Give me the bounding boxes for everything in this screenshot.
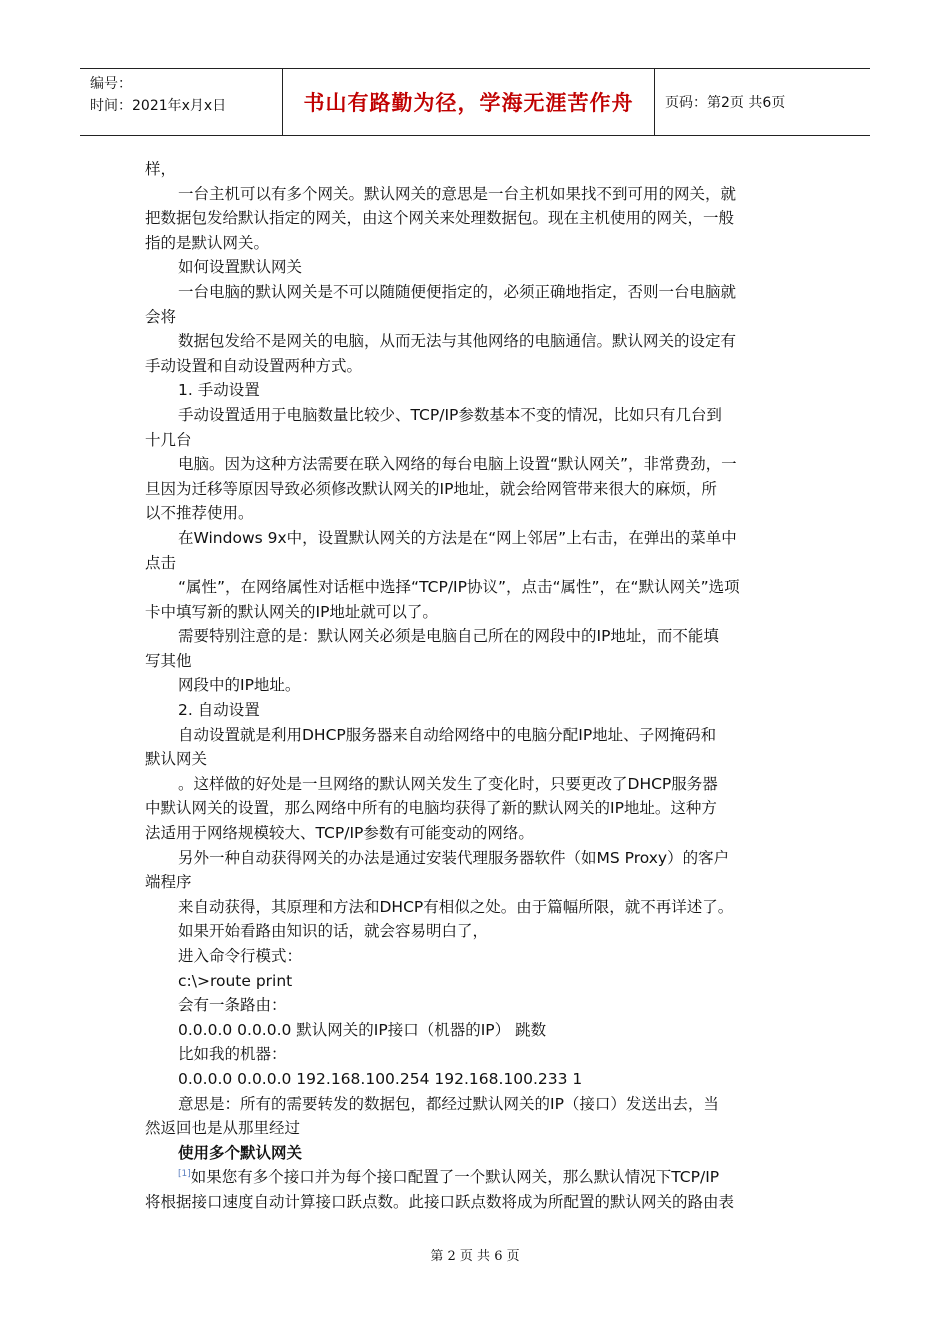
- header-page-info: [655, 69, 870, 135]
- text-line: 如果开始看路由知识的话，就会容易明白了，: [178, 922, 489, 941]
- text-line: 将根据接口速度自动计算接口跃点数。此接口跃点数将成为所配置的默认网关的路由表: [145, 1192, 735, 1211]
- text-line: 写其他: [145, 651, 192, 670]
- text-line: 十几台: [145, 430, 192, 449]
- section-heading: 如何设置默认网关: [178, 258, 303, 277]
- text-line: 比如我的机器：: [178, 1045, 287, 1064]
- text-line: [145, 1165, 810, 1190]
- text-line: 一台电脑的默认网关是不可以随随便便指定的，必须正确地指定，否则一台电脑就: [178, 282, 737, 301]
- document-id-label: 编号：: [90, 76, 132, 92]
- text-line: 法适用于网络规模较大、TCP/IP参数有可能变动的网络。: [145, 824, 534, 843]
- text-line: 意思是：所有的需要转发的数据包，都经过默认网关的IP（接口）发送出去，当: [178, 1094, 719, 1113]
- header-meta: [80, 69, 283, 135]
- command-line: c:\>route print: [178, 971, 293, 990]
- text-line: “属性”，在网络属性对话框中选择“TCP/IP协议”，点击“属性”，在“默认网关”选项: [178, 578, 740, 597]
- text-line: 卡中填写新的默认网关的IP地址就可以了。: [145, 602, 438, 621]
- text-line: 进入命令行模式：: [178, 947, 303, 965]
- text-line: 另外一种自动获得网关的办法是通过安装代理服务器软件（如MS Proxy）的客户: [178, 848, 730, 867]
- text-line: 。这样做的好处是一旦网络的默认网关发生了变化时，只要更改了DHCP服务器: [178, 774, 718, 793]
- text-line: 来自动获得，其原理和方法和DHCP有相似之处。由于篇幅所限，就不再详述了。: [178, 897, 734, 916]
- section-heading: 使用多个默认网关: [178, 1143, 303, 1162]
- text-line: 自动设置就是利用DHCP服务器来自动给网络中的电脑分配IP地址、子网掩码和: [178, 725, 717, 744]
- document-date: 时间：2021年x月x日: [90, 98, 227, 114]
- text-line: 需要特别注意的是：默认网关必须是电脑自己所在的网段中的IP地址，而不能填: [178, 627, 719, 646]
- text-line: 电脑。因为这种方法需要在联入网络的每台电脑上设置“默认网关”，非常费劲，一: [178, 455, 737, 474]
- header-motto: 书山有路勤为径，学海无涯苦作舟: [303, 91, 634, 115]
- section-heading: 2. 自动设置: [178, 701, 260, 720]
- text-line: 指的是默认网关。: [145, 233, 270, 252]
- text-line: 会将: [145, 307, 177, 326]
- page-header: [80, 68, 870, 136]
- text-line: 数据包发给不是网关的电脑，从而无法与其他网络的电脑通信。默认网关的设定有: [178, 332, 737, 351]
- text-line: 一台主机可以有多个网关。默认网关的意思是一台主机如果找不到可用的网关，就: [178, 184, 737, 203]
- reference-marker[interactable]: [1]: [178, 1169, 191, 1180]
- text-line: 点击: [145, 553, 177, 572]
- text-line: 默认网关: [145, 750, 208, 769]
- text-line: 端程序: [145, 873, 192, 892]
- text-line: 样，: [145, 160, 177, 178]
- text-line: 在Windows 9x中，设置默认网关的方法是在“网上邻居”上右击，在弹出的菜单中: [178, 528, 737, 547]
- text-line: 会有一条路由：: [178, 996, 287, 1015]
- text-line: 以不推荐使用。: [145, 504, 254, 523]
- document-body: [145, 157, 810, 1215]
- text-span: 如果您有多个接口并为每个接口配置了一个默认网关，那么默认情况下TCP/IP: [190, 1168, 720, 1187]
- text-line: 中默认网关的设置，那么网络中所有的电脑均获得了新的默认网关的IP地址。这种方: [145, 799, 717, 818]
- text-line: 手动设置适用于电脑数量比较少、TCP/IP参数基本不变的情况，比如只有几台到: [178, 405, 722, 424]
- text-line: 把数据包发给默认指定的网关，由这个网关来处理数据包。现在主机使用的网关，一般: [145, 209, 735, 228]
- text-line: 手动设置和自动设置两种方式。: [145, 356, 363, 375]
- header-motto-cell: [283, 69, 655, 135]
- route-example-line: 0.0.0.0 0.0.0.0 192.168.100.254 192.168.100.233 1: [178, 1069, 583, 1088]
- text-line: 旦因为迁移等原因导致必须修改默认网关的IP地址，就会给网管带来很大的麻烦，所: [145, 479, 717, 498]
- text-line: 网段中的IP地址。: [178, 676, 301, 695]
- route-format-line: 0.0.0.0 0.0.0.0 默认网关的IP接口（机器的IP） 跳数: [178, 1020, 547, 1039]
- text-line: 然返回也是从那里经过: [145, 1119, 301, 1138]
- page-footer: 第 2 页 共 6 页: [430, 1249, 520, 1264]
- page-number-label: 页码：第2页 共6页: [665, 95, 786, 111]
- section-heading: 1. 手动设置: [178, 381, 260, 400]
